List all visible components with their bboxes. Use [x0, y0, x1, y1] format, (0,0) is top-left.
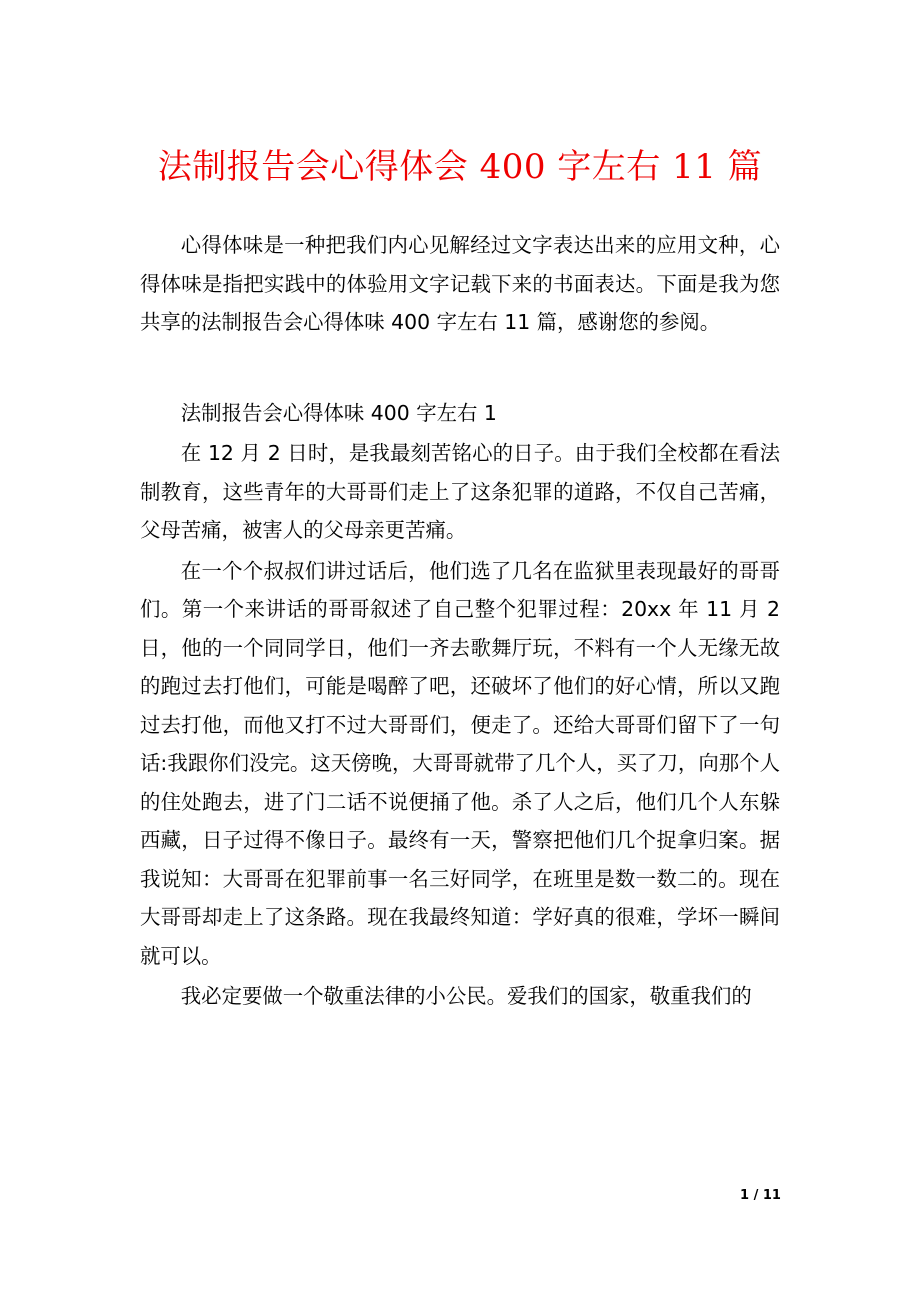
- page-number: 1 / 11: [740, 1188, 781, 1203]
- body-paragraph: 在 12 月 2 日时，是我最刻苦铭心的日子。由于我们全校都在看法制教育，这些青年的大哥哥们走上了这条犯罪的道路，不仅自己苦痛，父母苦痛，被害人的父母亲更苦痛。: [140, 441, 780, 542]
- section-heading: 法制报告会心得体味 400 字左右 1: [180, 400, 497, 425]
- body-paragraph: 我必定要做一个敬重法律的小公民。爱我们的国家，敬重我们的: [180, 984, 752, 1008]
- intro-paragraph: 心得体味是一种把我们内心见解经过文字表达出来的应用文种，心得体味是指把实践中的体验用文字记载下来的书面表达。下面是我为您共享的法制报告会心得体味 400 字左右 11 篇，感谢您的参阅。: [140, 233, 780, 334]
- document-title: 法制报告会心得体会 400 字左右 11 篇: [157, 147, 763, 187]
- body-paragraph: 在一个个叔叔们讲过话后，他们选了几名在监狱里表现最好的哥哥们。第一个来讲话的哥哥叙述了自己整个犯罪过程：20xx 年 11 月 2 日，他的一个同同学日，他们一齐去歌舞厅玩，不料有一个人无缘无故的跑过去打他们，可能是喝醉了吧，还破坏了他们的好心情，所以又跑过去打他，而他又打不过大哥哥们，便走了。还给大哥哥们留下了一句话:我跟你们没完。这天傍晚，大哥哥就带了几个人，买了刀，向那个人的住处跑去，进了门二话不说便捅了他。杀了人之后，他们几个人东躲西藏，日子过得不像日子。最终有一天，警察把他们几个捉拿归案。据我说知：大哥哥在犯罪前事一名三好同学，在班里是数一数二的。现在大哥哥却走上了这条路。现在我最终知道：学好真的很难，学坏一瞬间就可以。: [140, 558, 780, 968]
- document-body: [140, 226, 780, 1016]
